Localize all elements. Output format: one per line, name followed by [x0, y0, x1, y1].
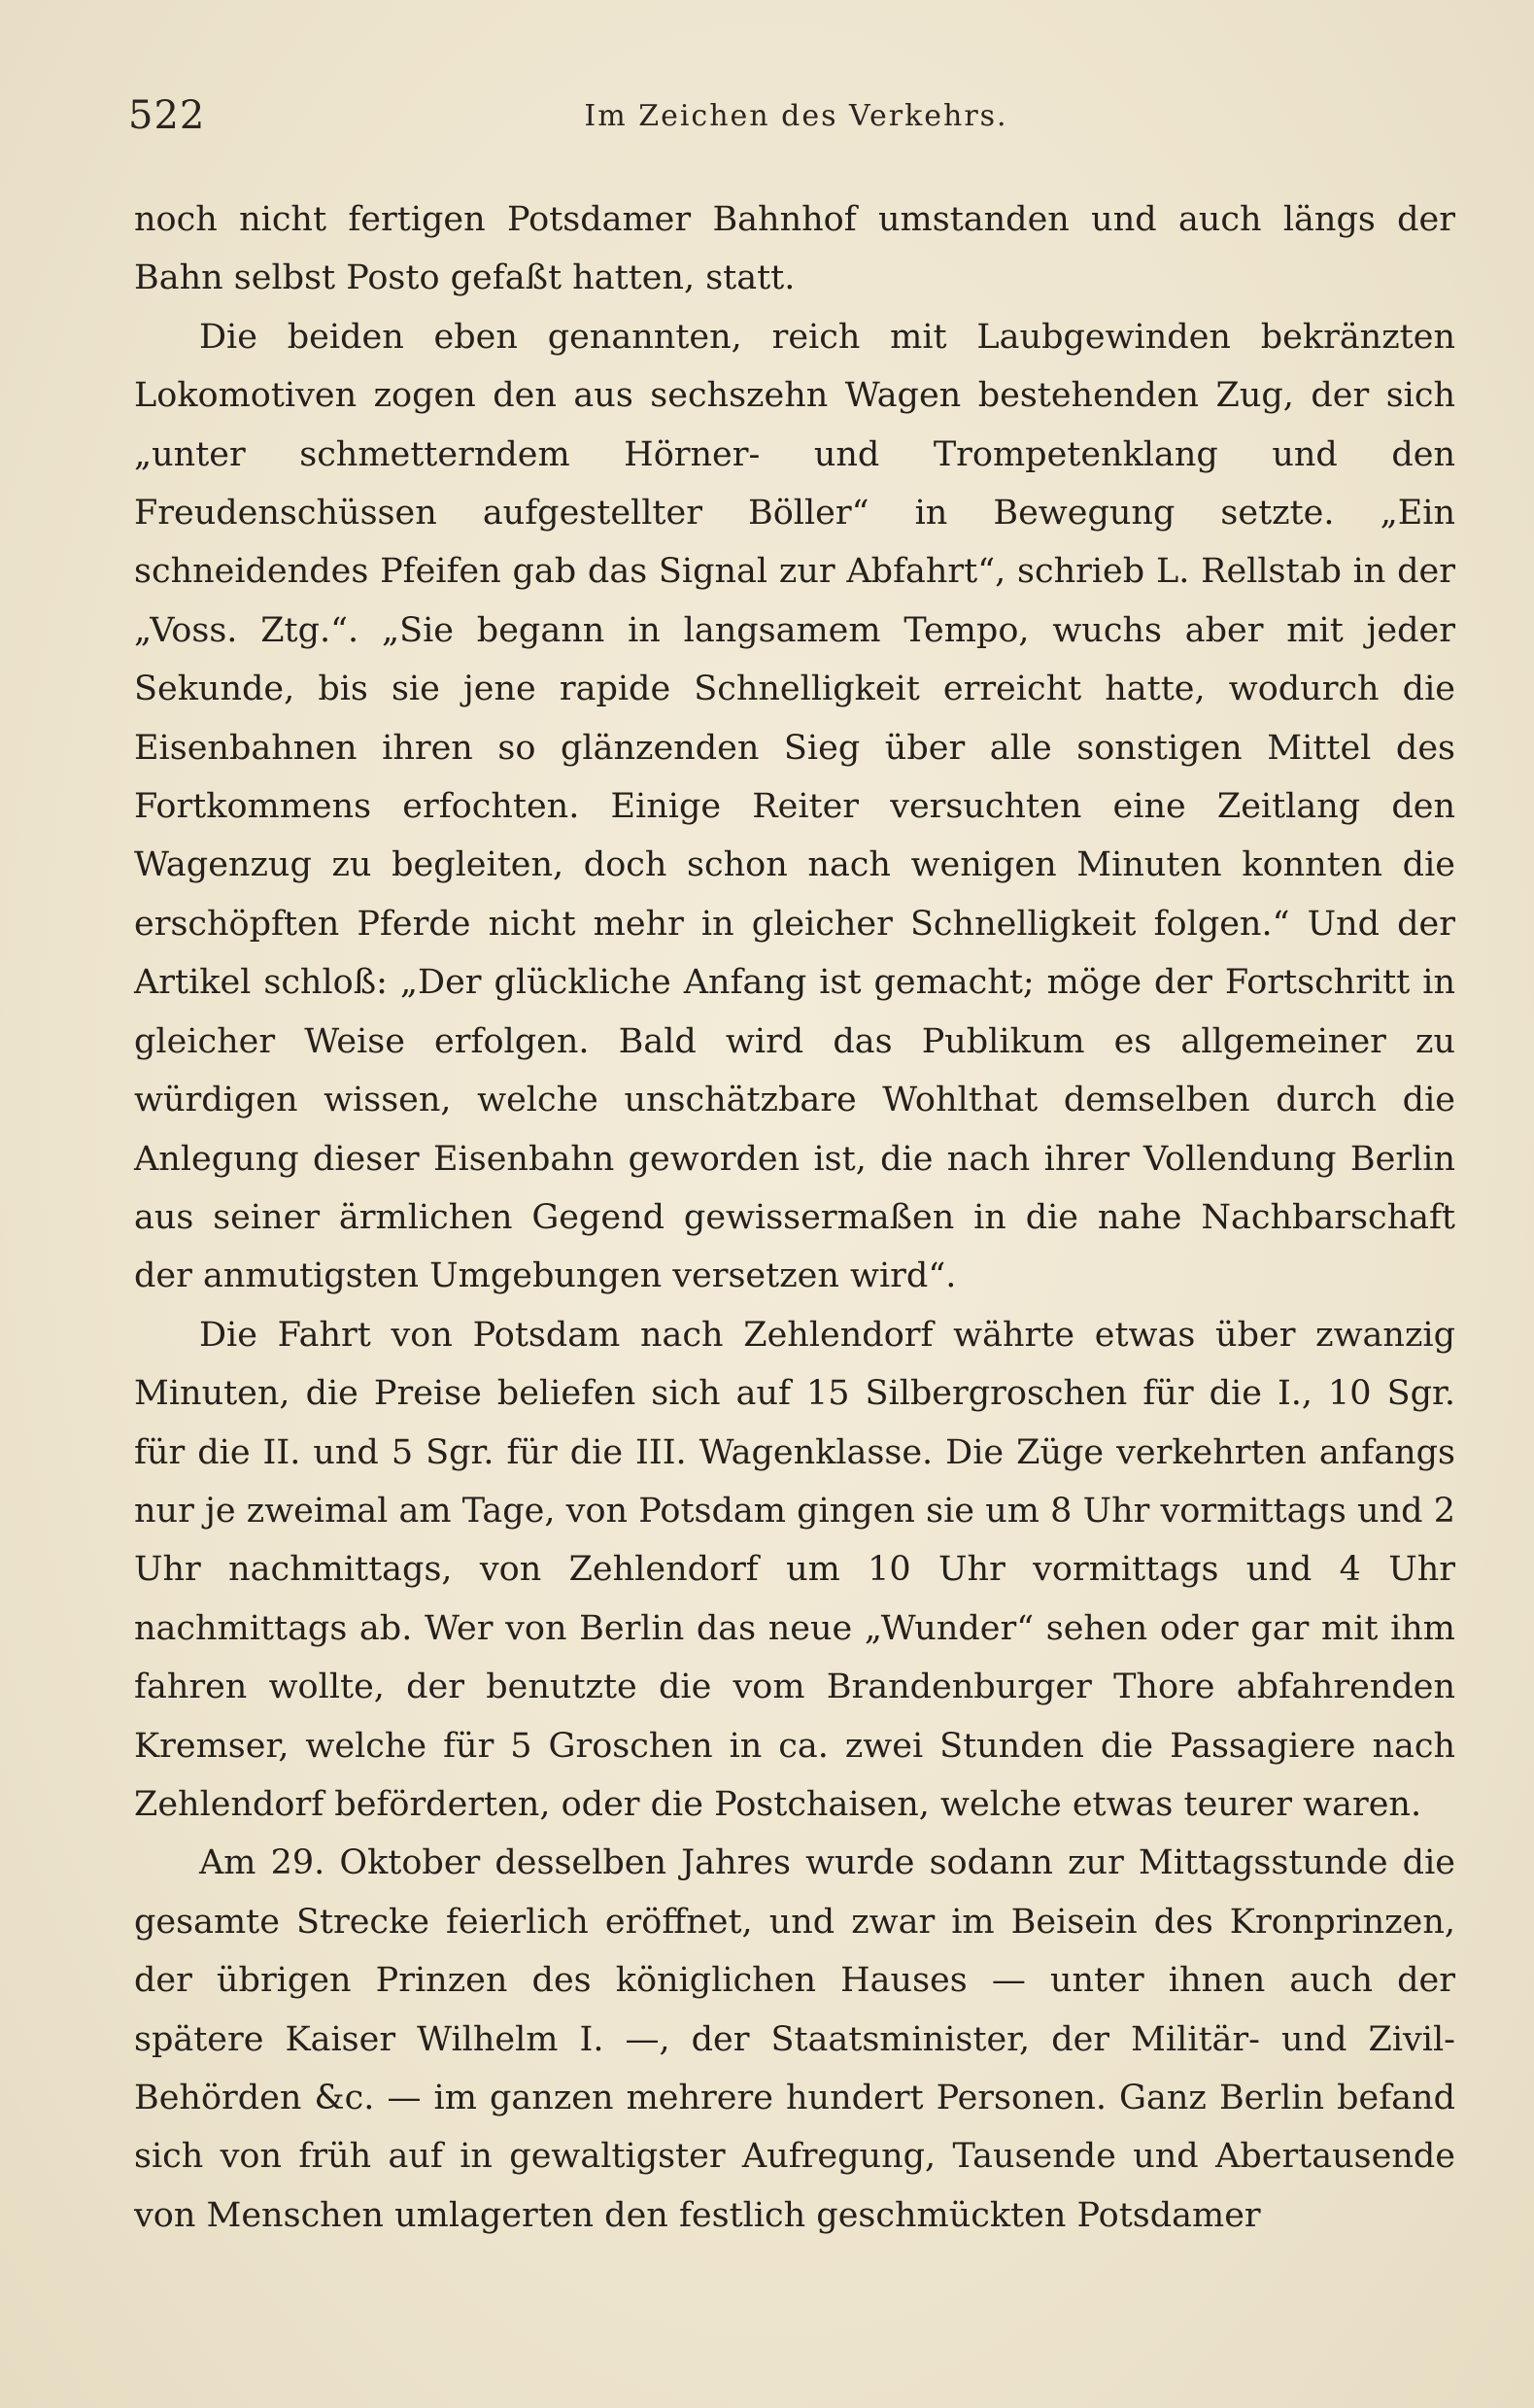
body-text: [134, 190, 1455, 2245]
page-header: [128, 93, 1464, 152]
paragraph: Am 29. Oktober desselben Jahres wurde sodann zur Mittagsstunde die gesamte Strecke feierlich eröffnet, und zwar im Beisein des Kronprinzen, der übrigen Prinzen des königlichen Hauses — unter ihnen auch der spätere Kaiser Wilhelm I. —, der Staatsminister, der Militär- und Zivil-Behörden &c. — im ganzen mehrere hundert Personen. Ganz Berlin befand sich von früh auf in gewaltigster Aufregung, Tausende und Abertausende von Menschen umlagerten den festlich geschmückten Potsdamer: [134, 1843, 1455, 2235]
running-title: Im Zeichen des Verkehrs.: [584, 99, 1008, 133]
paragraph: Die Fahrt von Potsdam nach Zehlendorf währte etwas über zwanzig Minuten, die Preise beliefen sich auf 15 Silbergroschen für die I., 10 Sgr. für die II. und 5 Sgr. für die III. Wagenklasse. Die Züge verkehrten anfangs nur je zweimal am Tage, von Potsdam gingen sie um 8 Uhr vormittags und 2 Uhr nachmittags, von Zehlendorf um 10 Uhr vormittags und 4 Uhr nachmittags ab. Wer von Berlin das neue „Wunder“ sehen oder gar mit ihm fahren wollte, der benutzte die vom Brandenburger Thore abfahrenden Kremser, welche für 5 Groschen in ca. zwei Stunden die Passagiere nach Zehlendorf beförderten, oder die Postchaisen, welche etwas teurer waren.: [134, 1315, 1455, 1824]
page-number: 522: [128, 93, 206, 138]
paragraph-continuation: noch nicht fertigen Potsdamer Bahnhof umstanden und auch längs der Bahn selbst Posto gefaßt hatten, statt.: [134, 200, 1455, 298]
paragraph: Die beiden eben genannten, reich mit Laubgewinden bekränzten Lokomotiven zogen den aus sechszehn Wagen bestehenden Zug, der sich „unter schmetterndem Hörner- und Trompetenklang und den Freudenschüssen aufgestellter Böller“ in Bewegung setzte. „Ein schneidendes Pfeifen gab das Signal zur Abfahrt“, schrieb L. Rellstab in der „Voss. Ztg.“. „Sie begann in langsamem Tempo, wuchs aber mit jeder Sekunde, bis sie jene rapide Schnelligkeit erreicht hatte, wodurch die Eisenbahnen ihren so glänzenden Sieg über alle sonstigen Mittel des Fortkommens erfochten. Einige Reiter versuchten eine Zeitlang den Wagenzug zu begleiten, doch schon nach wenigen Minuten konnten die erschöpften Pferde nicht mehr in gleicher Schnelligkeit folgen.“ Und der Artikel schloß: „Der glückliche Anfang ist gemacht; möge der Fortschritt in gleicher Weise erfolgen. Bald wird das Publikum es allgemeiner zu würdigen wissen, welche unschätzbare Wohlthat demselben durch die Anlegung dieser Eisenbahn geworden ist, die nach ihrer Vollendung Berlin aus seiner ärmlichen Gegend gewissermaßen in die nahe Nachbarschaft der anmutigsten Umgebungen versetzen wird“.: [134, 317, 1455, 1296]
